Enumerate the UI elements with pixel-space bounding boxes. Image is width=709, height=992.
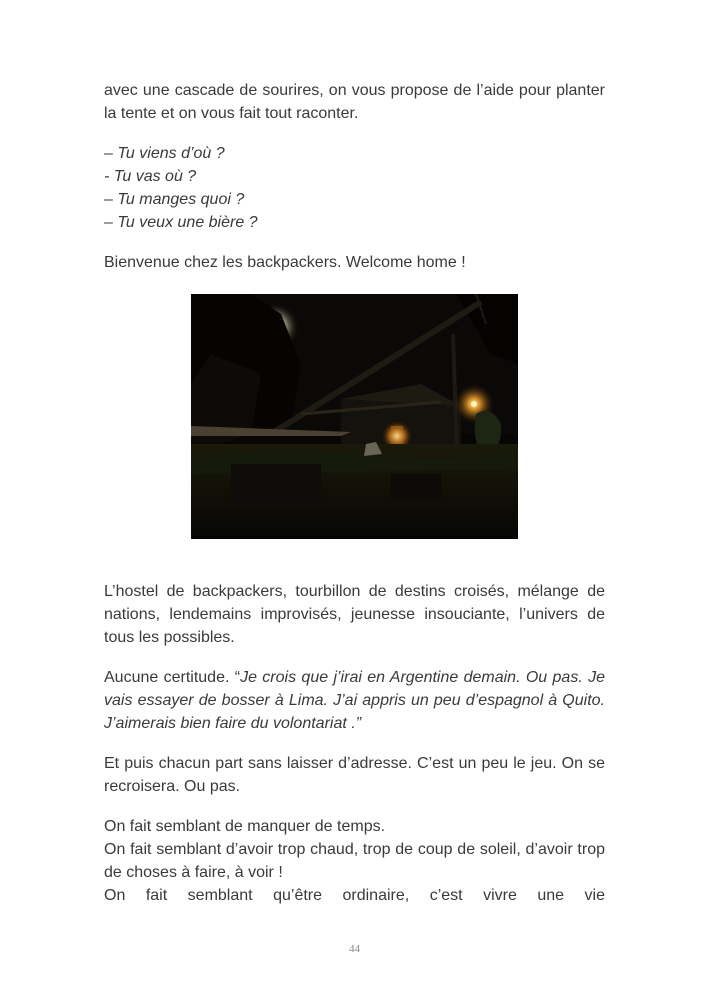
leave-paragraph: Et puis chacun part sans laisser d’adresse. C’est un peu le jeu. On se recroisera. Ou pas. bbox=[104, 755, 605, 795]
pretend-line: On fait semblant d’avoir trop chaud, trop de coup de soleil, d’avoir trop de choses à faire, à voir ! bbox=[104, 841, 605, 881]
intro-paragraph: avec une cascade de sourires, on vous propose de l’aide pour planter la tente et on vous fait tout raconter. bbox=[104, 82, 605, 122]
dialogue-line: - Tu vas où ? bbox=[104, 168, 197, 185]
photo-image bbox=[191, 294, 518, 539]
dialogue-line: – Tu veux une bière ? bbox=[104, 214, 258, 231]
pretend-line: On fait semblant qu’être ordinaire, c’est vivre une vie bbox=[104, 887, 605, 904]
dialogue-line: – Tu viens d’où ? bbox=[104, 145, 225, 162]
certainty-close: ” bbox=[355, 715, 362, 732]
certainty-paragraph bbox=[104, 666, 605, 735]
night-hostel-photo bbox=[191, 294, 518, 539]
dialogue-line: – Tu manges quoi ? bbox=[104, 191, 245, 208]
page-number: 44 bbox=[349, 943, 360, 955]
hostel-paragraph: L’hostel de backpackers, tourbillon de destins croisés, mélange de nations, lendemains improvisés, jeunesse insouciante, l’univers de tous les possibles. bbox=[104, 583, 605, 646]
certainty-quote: Je crois que j’irai en Argentine demain. Ou pas. Je vais essayer de bosser à Lima. J’ai appris un peu d’espagnol à Quito. J’aimerais bien faire du volontariat . bbox=[104, 669, 605, 732]
welcome-paragraph: Bienvenue chez les backpackers. Welcome home ! bbox=[104, 254, 466, 271]
certainty-lead: Aucune certitude. “ bbox=[104, 669, 241, 686]
pretend-line: On fait semblant de manquer de temps. bbox=[104, 818, 386, 835]
dialogue-block bbox=[104, 142, 605, 234]
upper-text bbox=[104, 79, 605, 291]
lower-text bbox=[104, 580, 605, 907]
